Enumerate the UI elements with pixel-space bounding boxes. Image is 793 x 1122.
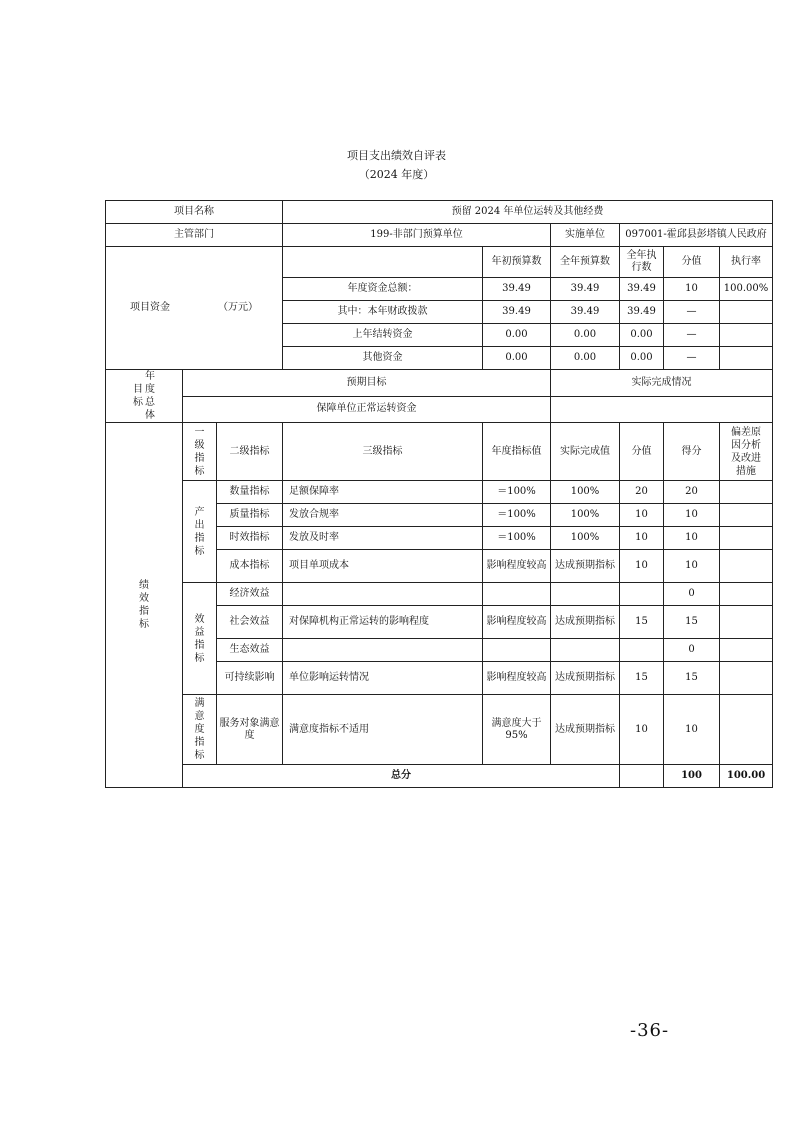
form-title: 项目支出绩效自评表	[347, 149, 446, 162]
indicator-score: 15	[664, 662, 720, 695]
row-total	[106, 765, 773, 788]
funds-cell	[720, 324, 773, 347]
level3-header: 三级指标	[283, 423, 483, 481]
page-number: -36-	[630, 1020, 670, 1041]
indicator-full: 10	[620, 504, 664, 527]
indicator-l3	[283, 639, 483, 662]
indicator-dev	[720, 527, 773, 550]
funds-cell: 0.00	[483, 324, 551, 347]
indicator-row	[106, 481, 773, 504]
funds-cell: 39.49	[483, 301, 551, 324]
group-name: 效益指标	[194, 613, 205, 664]
funds-header: 年初预算数	[483, 247, 551, 278]
indicator-l2: 生态效益	[217, 639, 283, 662]
indicator-target: 影响程度较高	[483, 550, 551, 583]
indicator-dev	[720, 481, 773, 504]
performance-evaluation-table	[105, 200, 773, 788]
total-full: 100	[664, 765, 720, 788]
indicator-actual: 达成预期指标	[551, 695, 620, 765]
total-label: 总分	[183, 765, 620, 788]
dept-label: 主管部门	[106, 224, 283, 247]
group-name: 满意度指标	[194, 698, 205, 761]
funds-cell: 0.00	[551, 347, 620, 370]
indicator-l2: 经济效益	[217, 583, 283, 606]
indicator-l3: 足额保障率	[283, 481, 483, 504]
indicator-l2: 成本指标	[217, 550, 283, 583]
row-indicator-header	[106, 423, 773, 481]
funds-cell: 10	[664, 278, 720, 301]
indicator-l3: 发放合规率	[283, 504, 483, 527]
indicator-row	[106, 695, 773, 765]
impl-label: 实施单位	[551, 224, 620, 247]
funds-label: 项目资金	[130, 302, 170, 313]
indicator-actual: 100%	[551, 504, 620, 527]
indicator-actual: 100%	[551, 481, 620, 504]
indicator-score: 10	[664, 695, 720, 765]
indicator-score: 0	[664, 583, 720, 606]
indicator-target: ＝100%	[483, 527, 551, 550]
indicator-l2: 社会效益	[217, 606, 283, 639]
funds-cell: 0.00	[620, 324, 664, 347]
indicator-l3: 满意度指标不适用	[283, 695, 483, 765]
goals-label-cell	[106, 370, 183, 423]
indicator-score: 15	[664, 606, 720, 639]
indicator-score: 20	[664, 481, 720, 504]
form-year: （2024 年度）	[358, 168, 435, 181]
indicator-full	[620, 639, 664, 662]
group-name: 产出指标	[194, 506, 205, 557]
indicator-full: 20	[620, 481, 664, 504]
dept-value: 199-非部门预算单位	[283, 224, 551, 247]
funds-cell: —	[664, 347, 720, 370]
level1-header: 一级指标	[194, 426, 205, 477]
funds-label-cell	[106, 247, 283, 370]
funds-row-label: 其他资金	[283, 347, 483, 370]
funds-unit: （万元）	[218, 302, 258, 313]
group-benefit-cell	[183, 583, 217, 695]
indicator-target	[483, 639, 551, 662]
indicator-actual	[551, 583, 620, 606]
indicator-l2: 时效指标	[217, 527, 283, 550]
funds-header-blank	[283, 247, 483, 278]
group-output-cell	[183, 481, 217, 583]
indicator-l3	[283, 583, 483, 606]
indicator-l3: 对保障机构正常运转的影响程度	[283, 606, 483, 639]
indicator-l2: 质量指标	[217, 504, 283, 527]
indicator-l3: 项目单项成本	[283, 550, 483, 583]
funds-header: 全年预算数	[551, 247, 620, 278]
indicator-target: ＝100%	[483, 481, 551, 504]
indicator-dev	[720, 695, 773, 765]
indicator-dev	[720, 639, 773, 662]
indicator-l2: 数量指标	[217, 481, 283, 504]
indicators-label-cell	[106, 423, 183, 788]
row-goals-content	[106, 396, 773, 423]
project-name-value: 预留 2024 年单位运转及其他经费	[283, 201, 773, 224]
impl-value: 097001-霍邱县彭塔镇人民政府	[620, 224, 773, 247]
goals-actual-header: 实际完成情况	[551, 370, 773, 397]
funds-header: 执行率	[720, 247, 773, 278]
indicator-l3: 发放及时率	[283, 527, 483, 550]
indicator-l2: 可持续影响	[217, 662, 283, 695]
indicator-actual: 达成预期指标	[551, 606, 620, 639]
goals-expected-header: 预期目标	[183, 370, 551, 397]
full-header: 分值	[620, 423, 664, 481]
row-project-name	[106, 201, 773, 224]
group-satisfaction-cell	[183, 695, 217, 765]
goals-label-a: 年度总体	[145, 371, 155, 421]
indicator-actual: 达成预期指标	[551, 662, 620, 695]
level1-header-cell	[183, 423, 217, 481]
total-actual	[620, 765, 664, 788]
funds-cell: 0.00	[483, 347, 551, 370]
indicator-dev	[720, 550, 773, 583]
indicator-full: 15	[620, 606, 664, 639]
funds-cell: 0.00	[620, 347, 664, 370]
indicator-actual: 100%	[551, 527, 620, 550]
indicator-full: 10	[620, 527, 664, 550]
funds-cell: 39.49	[551, 278, 620, 301]
row-goals-header	[106, 370, 773, 397]
indicators-label: 绩效指标	[139, 580, 149, 630]
goals-expected: 保障单位正常运转资金	[183, 396, 551, 423]
indicator-actual: 达成预期指标	[551, 550, 620, 583]
indicator-score: 10	[664, 527, 720, 550]
score-header: 得分	[664, 423, 720, 481]
deviation-header-cell	[720, 423, 773, 481]
indicator-dev	[720, 583, 773, 606]
indicator-full: 15	[620, 662, 664, 695]
indicator-target: 满意度大于95%	[483, 695, 551, 765]
goals-label-b: 目标	[133, 384, 143, 408]
indicator-row	[106, 583, 773, 606]
total-score: 100.00	[720, 765, 773, 788]
indicator-score: 10	[664, 550, 720, 583]
indicator-l2: 服务对象满意度	[217, 695, 283, 765]
funds-header: 分值	[664, 247, 720, 278]
indicator-l3: 单位影响运转情况	[283, 662, 483, 695]
target-header: 年度指标值	[483, 423, 551, 481]
funds-cell: 39.49	[620, 278, 664, 301]
goals-actual	[551, 396, 773, 423]
funds-cell: 39.49	[483, 278, 551, 301]
funds-cell	[720, 347, 773, 370]
actual-header: 实际完成值	[551, 423, 620, 481]
row-department	[106, 224, 773, 247]
indicator-target: 影响程度较高	[483, 606, 551, 639]
row-funds-header	[106, 247, 773, 278]
indicator-full: 10	[620, 550, 664, 583]
deviation-header: 偏差原因分析及改进措施	[731, 426, 762, 477]
indicator-score: 0	[664, 639, 720, 662]
indicator-full	[620, 583, 664, 606]
funds-cell: —	[664, 324, 720, 347]
indicator-dev	[720, 606, 773, 639]
funds-cell: 39.49	[551, 301, 620, 324]
funds-header: 全年执行数	[620, 247, 664, 278]
funds-row-label: 其中：本年财政拨款	[283, 301, 483, 324]
indicator-full: 10	[620, 695, 664, 765]
project-name-label: 项目名称	[106, 201, 283, 224]
funds-cell: 100.00%	[720, 278, 773, 301]
indicator-target: 影响程度较高	[483, 662, 551, 695]
funds-cell: —	[664, 301, 720, 324]
funds-cell	[720, 301, 773, 324]
indicator-target	[483, 583, 551, 606]
funds-cell: 39.49	[620, 301, 664, 324]
indicator-target: ＝100%	[483, 504, 551, 527]
indicator-dev	[720, 662, 773, 695]
level2-header: 二级指标	[217, 423, 283, 481]
indicator-actual	[551, 639, 620, 662]
funds-row-label: 年度资金总额：	[283, 278, 483, 301]
indicator-dev	[720, 504, 773, 527]
funds-cell: 0.00	[551, 324, 620, 347]
funds-row-label: 上年结转资金	[283, 324, 483, 347]
indicator-score: 10	[664, 504, 720, 527]
